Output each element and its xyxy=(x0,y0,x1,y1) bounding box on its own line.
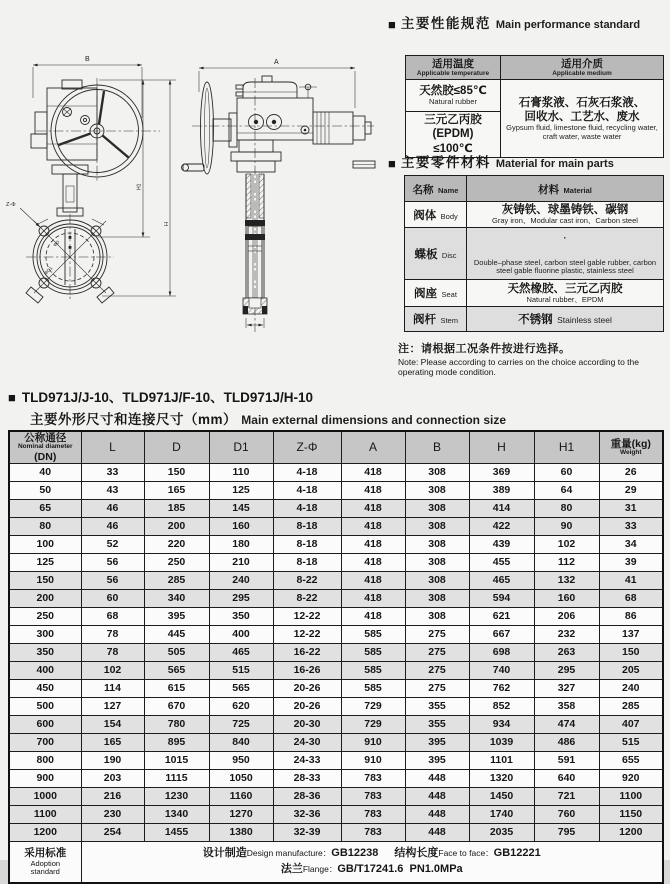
dimension-table-row xyxy=(9,805,663,823)
column-header-d1: D1 xyxy=(209,431,273,463)
dimension-table-cell: 615 xyxy=(144,679,209,697)
dimensions-title-zh: 主要外形尺寸和连接尺寸（mm） xyxy=(30,412,238,427)
dimension-table-cell: 80 xyxy=(9,517,81,535)
dimension-table-cell: 200 xyxy=(9,589,81,607)
dimension-table-cell: 1000 xyxy=(9,787,81,805)
dimension-table-cell: 20-26 xyxy=(273,679,341,697)
bolt-holes-label: Z-Φ xyxy=(6,202,16,208)
dimension-table-cell: 285 xyxy=(599,697,663,715)
dimension-table-cell: 725 xyxy=(209,715,273,733)
dimension-table-cell: 31 xyxy=(599,499,663,517)
dimension-table-cell: 585 xyxy=(341,643,405,661)
dimension-table-cell: 1115 xyxy=(144,769,209,787)
dimension-table-cell: 295 xyxy=(209,589,273,607)
dimension-table-cell: 448 xyxy=(405,787,469,805)
dimension-table-cell: 160 xyxy=(534,589,599,607)
perf-natural-rubber-cell: 天然胶≤85℃ Natural rubber xyxy=(406,80,501,112)
column-header-z-phi: Z-Φ xyxy=(273,431,341,463)
note-english: Note: Please according to carries on the choice according to the operating mode condition. xyxy=(398,357,639,378)
dimension-table-cell: 465 xyxy=(469,571,534,589)
bolt-circle-label: ΦD1 xyxy=(43,265,54,276)
dimension-table-cell: 308 xyxy=(405,589,469,607)
dimension-table-cell: 308 xyxy=(405,571,469,589)
materials-title-en: Material for main parts xyxy=(495,158,614,170)
dimension-table-row xyxy=(9,787,663,805)
dimension-table-cell: 8-18 xyxy=(273,535,341,553)
dimension-table-cell: 160 xyxy=(209,517,273,535)
dimension-table-cell: 920 xyxy=(599,769,663,787)
dimension-table-cell: 1039 xyxy=(469,733,534,751)
dimension-table-cell: 46 xyxy=(81,517,144,535)
dimension-table-cell: 203 xyxy=(81,769,144,787)
dimension-table-cell: 43 xyxy=(81,481,144,499)
dimension-table-cell: 395 xyxy=(405,733,469,751)
dimension-table-cell: 8-18 xyxy=(273,553,341,571)
dimension-table-cell: 4-18 xyxy=(273,499,341,517)
dimension-table-cell: 1200 xyxy=(599,823,663,841)
performance-table xyxy=(405,55,664,158)
dimension-table-cell: 740 xyxy=(469,661,534,679)
valve-technical-drawings xyxy=(0,40,385,340)
dimension-table-cell: 840 xyxy=(209,733,273,751)
dimension-table-cell: 145 xyxy=(209,499,273,517)
column-header-weight: 重量(kg) Weight xyxy=(599,431,663,463)
dimension-table-cell: 760 xyxy=(534,805,599,823)
performance-title-en: Main performance standard xyxy=(495,19,641,31)
dimension-table-row xyxy=(9,715,663,733)
dimension-table-cell: 154 xyxy=(81,715,144,733)
dimension-table-cell: 934 xyxy=(469,715,534,733)
dimension-table-cell: 1455 xyxy=(144,823,209,841)
dimension-table-cell: 1200 xyxy=(9,823,81,841)
dimension-table-cell: 418 xyxy=(341,571,405,589)
dimension-table-cell: 263 xyxy=(534,643,599,661)
dimension-table-cell: 300 xyxy=(9,625,81,643)
dimension-table-cell: 585 xyxy=(341,661,405,679)
dimension-table-cell: 585 xyxy=(341,679,405,697)
dimension-table-cell: 4-18 xyxy=(273,481,341,499)
dimension-table-cell: 422 xyxy=(469,517,534,535)
dimension-table-cell: 474 xyxy=(534,715,599,733)
dimension-table-cell: 340 xyxy=(144,589,209,607)
dimension-table-row xyxy=(9,517,663,535)
column-header-h: H xyxy=(469,431,534,463)
dimension-table-cell: 515 xyxy=(599,733,663,751)
dimension-table-cell: 418 xyxy=(341,589,405,607)
dimension-table-cell: 2035 xyxy=(469,823,534,841)
adoption-standard-cell: 采用标准 Adoption standard xyxy=(9,841,81,883)
dimension-table-cell: 64 xyxy=(534,481,599,499)
dimension-table-cell: 112 xyxy=(534,553,599,571)
dimension-table-cell: 783 xyxy=(341,805,405,823)
dimension-table-cell: 355 xyxy=(405,715,469,733)
standards-cell: 设计制造Design manufacture：GB12238 结构长度Face to face：GB12221 法兰Flange：GB/T17241.6 PN1.0MPa xyxy=(81,841,663,883)
dimension-table-cell: 275 xyxy=(405,679,469,697)
model-numbers: TLD971J/J-10、TLD971J/F-10、TLD971J/H-10 xyxy=(21,390,313,405)
dimension-table-cell: 275 xyxy=(405,643,469,661)
dimension-table-cell: 418 xyxy=(341,607,405,625)
dimension-table-cell: 448 xyxy=(405,823,469,841)
dimension-table-cell: 621 xyxy=(469,607,534,625)
dimension-table-cell: 655 xyxy=(599,751,663,769)
dimension-table-cell: 1340 xyxy=(144,805,209,823)
dimension-table-cell: 150 xyxy=(599,643,663,661)
dimension-table-cell: 700 xyxy=(9,733,81,751)
dimension-table-row xyxy=(9,679,663,697)
dimension-table-cell: 418 xyxy=(341,463,405,481)
dimension-table-row xyxy=(9,625,663,643)
perf-temp-header: 适用温度 Applicable temperature xyxy=(406,56,501,80)
dimension-table-cell: 254 xyxy=(81,823,144,841)
dimension-table-cell: 295 xyxy=(534,661,599,679)
dimension-table-cell: 60 xyxy=(534,463,599,481)
dimension-table-cell: 1320 xyxy=(469,769,534,787)
dimension-table-cell: 216 xyxy=(81,787,144,805)
dimension-table-cell: 350 xyxy=(9,643,81,661)
dimension-table-cell: 795 xyxy=(534,823,599,841)
dimension-table-row xyxy=(9,823,663,841)
dimension-table-cell: 783 xyxy=(341,823,405,841)
dimension-table-cell: 250 xyxy=(9,607,81,625)
dimension-table-cell: 800 xyxy=(9,751,81,769)
material-row-seat-name: 阀座 Seat xyxy=(405,280,467,307)
dimension-table-cell: 150 xyxy=(144,463,209,481)
dimension-table-row xyxy=(9,751,663,769)
dimension-table-cell: 102 xyxy=(81,661,144,679)
dimension-table-cell: 1015 xyxy=(144,751,209,769)
dimension-table-cell: 4-18 xyxy=(273,463,341,481)
dimension-table-cell: 1150 xyxy=(599,805,663,823)
dimension-table-cell: 34 xyxy=(599,535,663,553)
dimension-table-cell: 729 xyxy=(341,697,405,715)
dimension-table-cell: 32-36 xyxy=(273,805,341,823)
dimension-table-row xyxy=(9,571,663,589)
dimension-table-cell: 68 xyxy=(599,589,663,607)
dimension-table-cell: 640 xyxy=(534,769,599,787)
dimension-table-row xyxy=(9,607,663,625)
material-row-disc-material: · Double–phase steel, carbon steel gable rubber, carbon steel gable fluorine plastic, stainless steel xyxy=(467,228,664,280)
dimension-table-cell: 26 xyxy=(599,463,663,481)
materials-name-header: 名称 Name xyxy=(405,176,467,202)
perf-medium-cell: 石膏浆液、石灰石浆液、 回收水、工艺水、废水 Gypsum fluid, limestone fluid, recycling water, craft water, waste water xyxy=(501,80,664,158)
material-row-body-material: 灰铸铁、球墨铸铁、碳钢 Gray iron、Modular cast iron、Carbon steel xyxy=(467,202,664,228)
dimension-table-cell: 418 xyxy=(341,553,405,571)
dimension-table-cell: 910 xyxy=(341,733,405,751)
dimension-table-cell: 1101 xyxy=(469,751,534,769)
dimension-table-cell: 180 xyxy=(209,535,273,553)
dimension-table-cell: 275 xyxy=(405,625,469,643)
dimension-table-cell: 327 xyxy=(534,679,599,697)
dimension-table-cell: 80 xyxy=(534,499,599,517)
dimension-table-cell: 369 xyxy=(469,463,534,481)
dimension-table-cell: 125 xyxy=(9,553,81,571)
column-header-l: L xyxy=(81,431,144,463)
dimension-table-cell: 486 xyxy=(534,733,599,751)
dimension-table-cell: 762 xyxy=(469,679,534,697)
dimension-table-cell: 41 xyxy=(599,571,663,589)
dimension-table-cell: 418 xyxy=(341,535,405,553)
dimension-table-cell: 1450 xyxy=(469,787,534,805)
dimension-table-cell: 127 xyxy=(81,697,144,715)
dimension-table-cell: 729 xyxy=(341,715,405,733)
dimension-table-cell: 275 xyxy=(405,661,469,679)
dimensions-title-en: Main external dimensions and connection size xyxy=(241,413,507,427)
dimension-table-cell: 448 xyxy=(405,769,469,787)
dimension-table-cell: 455 xyxy=(469,553,534,571)
dimension-table-cell: 250 xyxy=(144,553,209,571)
dimension-table-cell: 24-33 xyxy=(273,751,341,769)
dimension-table-row xyxy=(9,661,663,679)
dimension-table-cell: 400 xyxy=(9,661,81,679)
dimension-table-cell: 78 xyxy=(81,643,144,661)
dimension-table-cell: 389 xyxy=(469,481,534,499)
dimension-table-cell: 206 xyxy=(534,607,599,625)
dim-label-h: H xyxy=(164,222,170,226)
dimension-table-cell: 439 xyxy=(469,535,534,553)
dimension-table-cell: 56 xyxy=(81,553,144,571)
material-row-seat-material: 天然橡胶、三元乙丙胶 Natural rubber、EPDM xyxy=(467,280,664,307)
dimension-table-cell: 418 xyxy=(341,517,405,535)
column-header-h1: H1 xyxy=(534,431,599,463)
perf-epdm-cell: 三元乙丙胶(EPDM) ≤100℃ xyxy=(406,112,501,158)
dimension-table-cell: 20-30 xyxy=(273,715,341,733)
dimension-table-cell: 12-22 xyxy=(273,607,341,625)
dimension-table-cell: 1230 xyxy=(144,787,209,805)
dimension-table-cell: 132 xyxy=(534,571,599,589)
dimension-table-cell: 39 xyxy=(599,553,663,571)
dimension-table-cell: 8-22 xyxy=(273,571,341,589)
dimension-table-cell: 620 xyxy=(209,697,273,715)
dimension-table-cell: 900 xyxy=(9,769,81,787)
dimension-table-cell: 585 xyxy=(341,625,405,643)
dimension-table-cell: 721 xyxy=(534,787,599,805)
dimension-table-row xyxy=(9,553,663,571)
dimension-table-cell: 445 xyxy=(144,625,209,643)
dimension-table-cell: 1160 xyxy=(209,787,273,805)
dimension-table-cell: 220 xyxy=(144,535,209,553)
dimension-table-cell: 12-22 xyxy=(273,625,341,643)
dimension-table-row xyxy=(9,499,663,517)
dimension-table-cell: 20-26 xyxy=(273,697,341,715)
dimension-table-cell: 50 xyxy=(9,481,81,499)
dimension-table-cell: 1380 xyxy=(209,823,273,841)
dimension-table-cell: 24-30 xyxy=(273,733,341,751)
dimension-table-cell: 100 xyxy=(9,535,81,553)
dimension-table-cell: 78 xyxy=(81,625,144,643)
dimension-table-cell: 308 xyxy=(405,517,469,535)
dim-label-h1: H1 xyxy=(136,183,143,190)
material-row-stem-material: 不锈钢 Stainless steel xyxy=(467,307,664,332)
dimension-table-cell: 1740 xyxy=(469,805,534,823)
dimension-table-cell: 190 xyxy=(81,751,144,769)
dimension-table-cell: 1270 xyxy=(209,805,273,823)
dimension-table-cell: 240 xyxy=(599,679,663,697)
dimension-table-cell: 780 xyxy=(144,715,209,733)
butterfly-valve-front-view xyxy=(6,56,176,303)
dimension-table-cell: 16-22 xyxy=(273,643,341,661)
dimension-table-cell: 125 xyxy=(209,481,273,499)
dimension-table-cell: 114 xyxy=(81,679,144,697)
column-header-dn: 公称通径 Nominal diameter (DN) xyxy=(9,431,81,463)
dimension-table-cell: 32-39 xyxy=(273,823,341,841)
section-bullet-icon: ■ xyxy=(388,156,396,171)
dimension-table-cell: 308 xyxy=(405,481,469,499)
dimension-table-cell: 350 xyxy=(209,607,273,625)
dimension-table-cell: 418 xyxy=(341,481,405,499)
perf-medium-header: 适用介质 Applicable medium xyxy=(501,56,664,80)
dimension-table-cell: 565 xyxy=(209,679,273,697)
dimension-table-cell: 407 xyxy=(599,715,663,733)
dimensions-section-title xyxy=(8,386,506,428)
column-header-d: D xyxy=(144,431,209,463)
dimension-table-cell: 395 xyxy=(405,751,469,769)
dimension-table-row xyxy=(9,769,663,787)
dimension-table-cell: 86 xyxy=(599,607,663,625)
dimension-table-cell: 1050 xyxy=(209,769,273,787)
materials-table xyxy=(404,175,664,332)
material-row-disc-name: 蝶板 Disc xyxy=(405,228,467,280)
material-row-stem-name: 阀杆 Stem xyxy=(405,307,467,332)
dimension-table-cell: 910 xyxy=(341,751,405,769)
dimension-table-cell: 950 xyxy=(209,751,273,769)
dimension-table-cell: 1100 xyxy=(9,805,81,823)
dimension-table-cell: 200 xyxy=(144,517,209,535)
actuator-side-view xyxy=(182,59,376,332)
dimension-table-cell: 308 xyxy=(405,607,469,625)
materials-title-zh: 主要零件材料 xyxy=(400,155,491,170)
dimension-table-cell: 600 xyxy=(9,715,81,733)
dim-label-b: B xyxy=(85,56,90,63)
dimension-table-cell: 448 xyxy=(405,805,469,823)
materials-material-header: 材料 Material xyxy=(467,176,664,202)
dimension-table-cell: 358 xyxy=(534,697,599,715)
dimension-table-row xyxy=(9,643,663,661)
dimension-table-cell: 594 xyxy=(469,589,534,607)
dimension-table-cell: 591 xyxy=(534,751,599,769)
dimension-table-cell: 395 xyxy=(144,607,209,625)
dimension-table-cell: 505 xyxy=(144,643,209,661)
dimension-table-cell: 232 xyxy=(534,625,599,643)
dimension-table-cell: 210 xyxy=(209,553,273,571)
dimension-table-cell: 852 xyxy=(469,697,534,715)
dimension-table-cell: 500 xyxy=(9,697,81,715)
dimension-table-cell: 165 xyxy=(81,733,144,751)
dimension-table-cell: 46 xyxy=(81,499,144,517)
dimensions-table xyxy=(8,430,664,884)
dimension-table-cell: 285 xyxy=(144,571,209,589)
dimension-table-cell: 56 xyxy=(81,571,144,589)
note-chinese: 注：请根据工况条件按进行选择。 xyxy=(398,343,571,355)
dim-label-a: A xyxy=(274,59,279,66)
dimension-table-cell: 60 xyxy=(81,589,144,607)
performance-title-zh: 主要性能规范 xyxy=(400,16,491,31)
dimension-table-row xyxy=(9,697,663,715)
dimension-table-cell: 29 xyxy=(599,481,663,499)
dimension-table-cell: 414 xyxy=(469,499,534,517)
dimension-table-row xyxy=(9,535,663,553)
dimension-table-cell: 16-26 xyxy=(273,661,341,679)
dimension-table-cell: 450 xyxy=(9,679,81,697)
dimension-table-cell: 308 xyxy=(405,499,469,517)
dimension-table-cell: 28-33 xyxy=(273,769,341,787)
dimension-table-row xyxy=(9,733,663,751)
disc-diameter-label: ΦD xyxy=(52,239,61,248)
section-bullet-icon: ■ xyxy=(388,17,396,32)
dimension-table-cell: 515 xyxy=(209,661,273,679)
dimension-table-cell: 308 xyxy=(405,535,469,553)
dimension-table-row xyxy=(9,589,663,607)
dimension-table-cell: 150 xyxy=(9,571,81,589)
dimension-table-cell: 205 xyxy=(599,661,663,679)
dimension-table-cell: 783 xyxy=(341,787,405,805)
column-header-a: A xyxy=(341,431,405,463)
dimension-table-cell: 52 xyxy=(81,535,144,553)
dimension-table-cell: 8-22 xyxy=(273,589,341,607)
dimension-table-cell: 783 xyxy=(341,769,405,787)
dimension-table-cell: 667 xyxy=(469,625,534,643)
dimension-table-cell: 137 xyxy=(599,625,663,643)
dimension-table-cell: 698 xyxy=(469,643,534,661)
dimension-table-cell: 400 xyxy=(209,625,273,643)
materials-section-title xyxy=(388,155,614,172)
dimension-table-cell: 565 xyxy=(144,661,209,679)
dimension-table-row xyxy=(9,463,663,481)
section-bullet-icon: ■ xyxy=(8,390,16,405)
dimension-table-cell: 308 xyxy=(405,553,469,571)
dimension-table-cell: 110 xyxy=(209,463,273,481)
dimension-table-cell: 308 xyxy=(405,463,469,481)
dimension-table-cell: 418 xyxy=(341,499,405,517)
material-row-body-name: 阀体 Body xyxy=(405,202,467,228)
dimension-table-cell: 230 xyxy=(81,805,144,823)
dimension-table-cell: 465 xyxy=(209,643,273,661)
dimension-table-cell: 68 xyxy=(81,607,144,625)
dimension-table-row xyxy=(9,481,663,499)
column-header-b: B xyxy=(405,431,469,463)
dimension-table-cell: 8-18 xyxy=(273,517,341,535)
materials-note xyxy=(398,340,666,377)
dimension-table-cell: 1100 xyxy=(599,787,663,805)
dimension-table-cell: 240 xyxy=(209,571,273,589)
dimension-table-cell: 670 xyxy=(144,697,209,715)
dimension-table-cell: 185 xyxy=(144,499,209,517)
dimension-table-cell: 65 xyxy=(9,499,81,517)
dimension-table-cell: 355 xyxy=(405,697,469,715)
dimension-table-cell: 102 xyxy=(534,535,599,553)
dimension-table-cell: 28-36 xyxy=(273,787,341,805)
dimension-table-cell: 33 xyxy=(599,517,663,535)
dimension-table-cell: 165 xyxy=(144,481,209,499)
dimension-table-cell: 90 xyxy=(534,517,599,535)
dimension-table-cell: 33 xyxy=(81,463,144,481)
dimension-table-cell: 40 xyxy=(9,463,81,481)
dimension-table-cell: 895 xyxy=(144,733,209,751)
performance-section-title xyxy=(388,16,640,33)
